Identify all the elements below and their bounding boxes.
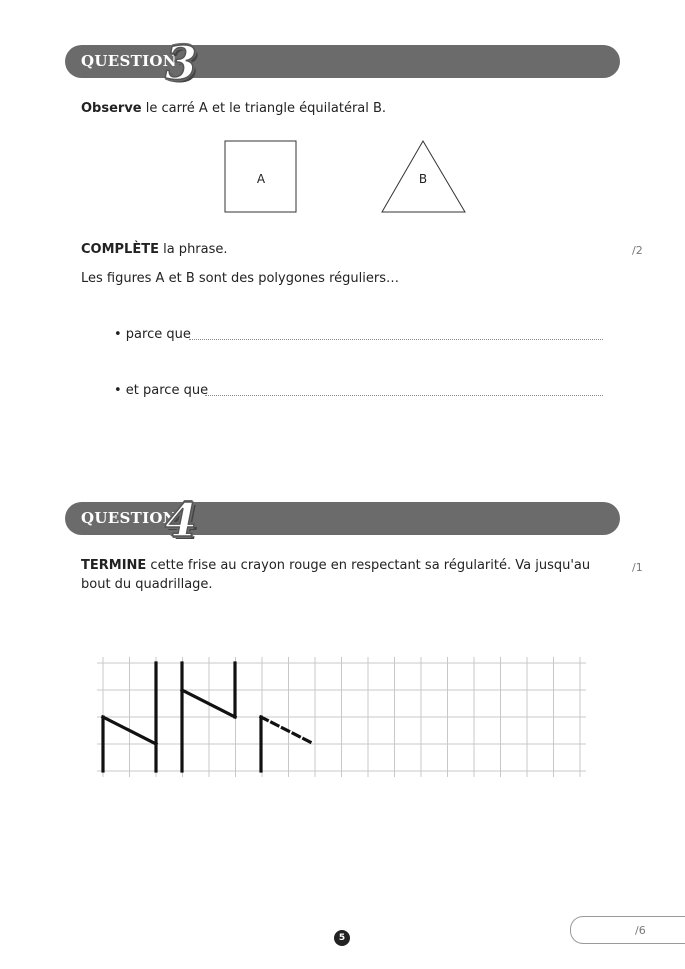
instruction-text: cette frise au crayon rouge en respectant sa régularité. Va jusqu'au bout du quadrillage. [81, 558, 591, 592]
q3-sentence: Les figures A et B sont des polygones réguliers… [81, 271, 399, 286]
page-number-badge: 5 [334, 930, 350, 946]
q3-score: /2 [632, 244, 643, 257]
question-label: QUESTION [81, 509, 177, 527]
bullet-1-label: • parce que [114, 327, 191, 342]
complete-verb: COMPLÈTE [81, 242, 159, 257]
square-a-label: A [256, 172, 266, 186]
instruction-verb: Observe [81, 101, 142, 116]
question-number: 3 [165, 36, 198, 90]
bullet-2-label: • et parce que [114, 383, 209, 398]
instruction-text: le carré A et le triangle équilatéral B. [141, 101, 387, 116]
grid-lines [97, 657, 586, 777]
frieze-dashed-stroke [261, 717, 314, 744]
complete-text: la phrase. [158, 242, 228, 257]
q4-score: /1 [632, 561, 643, 574]
total-score-box [570, 916, 685, 944]
triangle-b-label: B [418, 172, 428, 186]
total-score: /6 [635, 924, 646, 937]
question-label: QUESTION [81, 52, 177, 70]
question-number: 4 [165, 493, 198, 547]
instruction-verb: TERMINE [81, 558, 147, 573]
